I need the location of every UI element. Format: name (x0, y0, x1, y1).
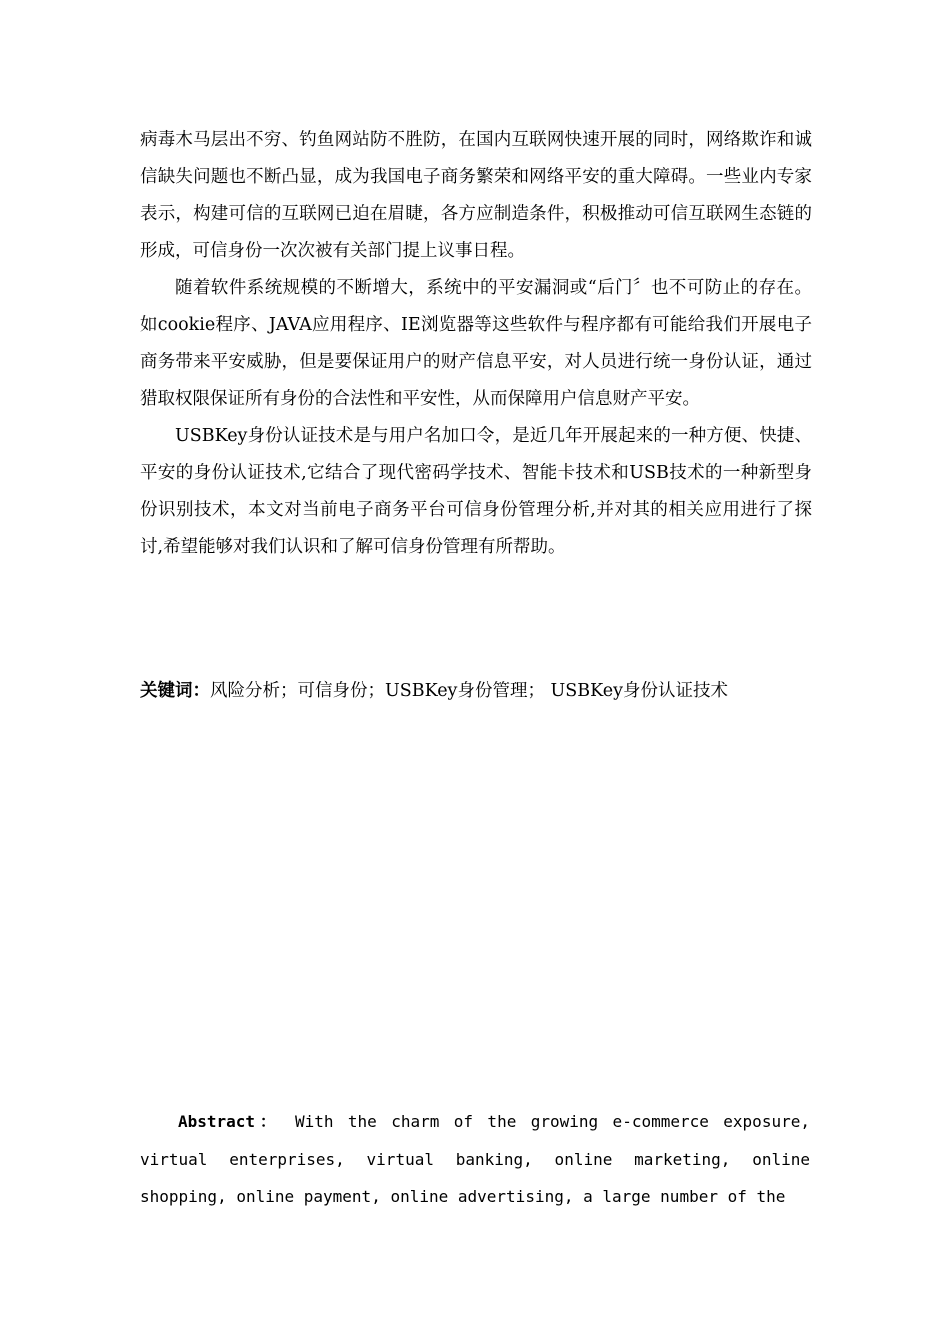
body-paragraph-3: USBKey身份认证技术是与用户名加口令，是近几年开展起来的一种方便、快捷、平安的身份认证技术,它结合了现代密码学技术、智能卡技术和USB技术的一种新型身份识别技术，本文对当前电子商务平台可信身份管理分析,并对其的相关应用进行了探讨,希望能够对我们认识和了解可信身份管理有所帮助。 (140, 426, 812, 557)
keywords-text: 风险分析；可信身份；USBKey身份管理； USBKey身份认证技术 (210, 681, 728, 701)
body-paragraph-1: 病毒木马层出不穷、钓鱼网站防不胜防，在国内互联网快速开展的同时，网络欺诈和诚信缺失问题也不断凸显，成为我国电子商务繁荣和网络平安的重大障碍。一些业内专家表示，构建可信的互联网已迫在眉睫，各方应制造条件，积极推动可信互联网生态链的形成，可信身份一次次被有关部门提上议事日程。 (140, 130, 812, 261)
abstract-label: Abstract： (178, 1112, 281, 1131)
body-text (140, 122, 812, 566)
abstract-paragraph (140, 1103, 810, 1216)
keywords-label: 关键词： (140, 681, 210, 701)
abstract-text: With the charm of the growing e-commerce exposure, virtual enterprises, virtual banking, online marketing, online shopping, online payment, online advertising, a large number of the (140, 1112, 810, 1206)
keywords-line (140, 676, 840, 706)
body-paragraph-2: 随着软件系统规模的不断增大，系统中的平安漏洞或“后门〞也不可防止的存在。如cookie程序、JAVA应用程序、IE浏览器等这些软件与程序都有可能给我们开展电子商务带来平安威胁，但是要保证用户的财产信息平安，对人员进行统一身份认证，通过猎取权限保证所有身份的合法性和平安性，从而保障用户信息财产平安。 (140, 278, 812, 409)
